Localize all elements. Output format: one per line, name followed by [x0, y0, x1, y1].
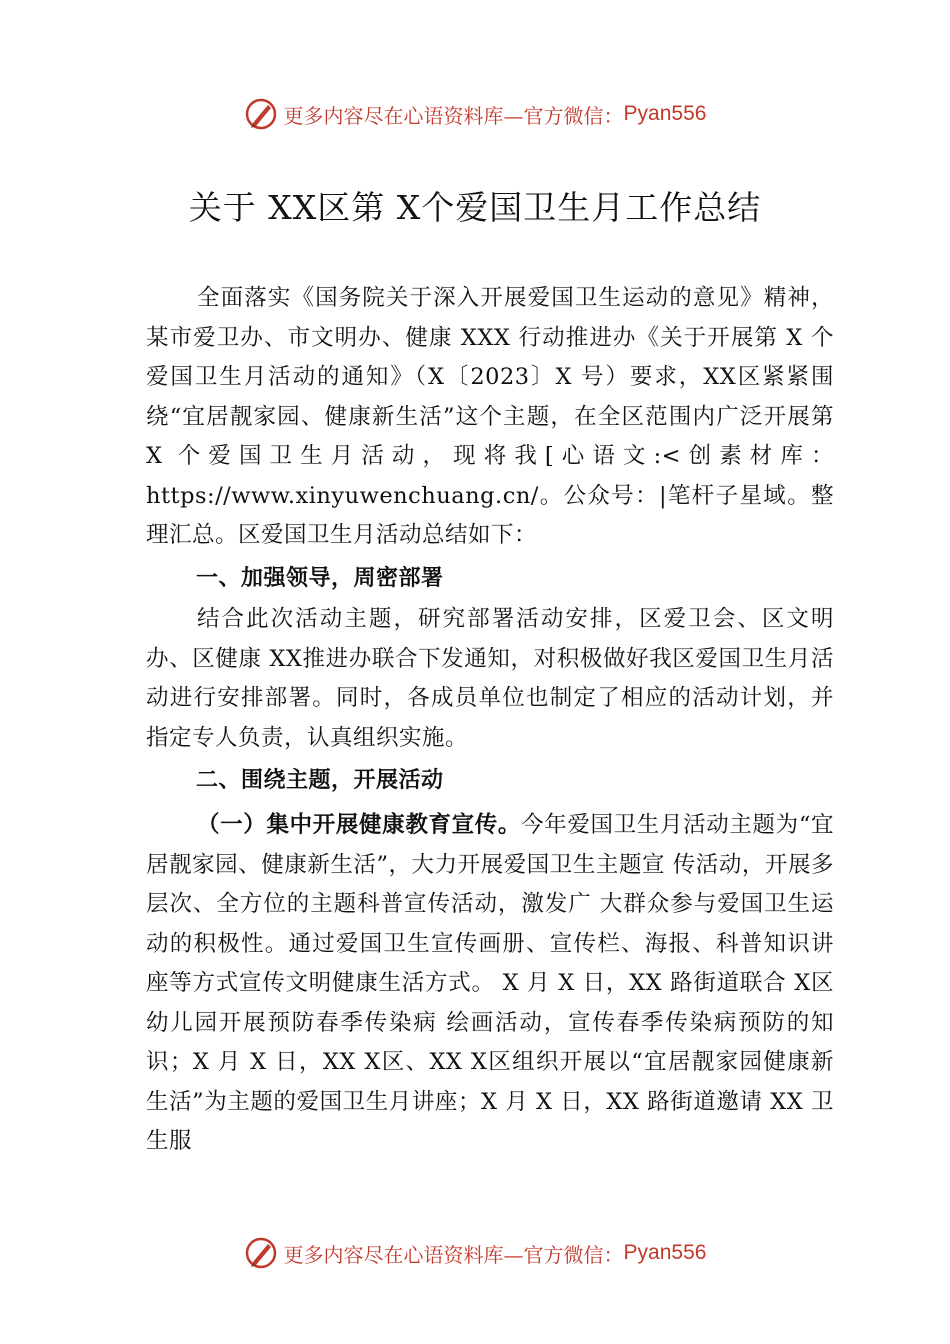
document-title: 关于 XX区第 X个爱国卫生月工作总结 [188, 188, 762, 227]
paragraph-intro: 全面落实《国务院关于深入开展爱国卫生运动的意见》精神，某市爱卫办、市文明办、健康 XXX 行动推进办《关于开展第 X 个爱国卫生月活动的通知》（X〔2023〕X 号）要求，XX区紧紧围绕“宜居靓家园、健康新生活”这个主题，在全区范围内广泛开展第 X 个爱国卫生月活动，现将我[心语文:<创素材库：https://www.xinyuwenchuang.cn/。公众号：|笔杆子星域。整理汇总。区爱国卫生月活动总结如下： [146, 285, 834, 548]
pen-logo-icon [244, 97, 278, 131]
footer-banner [0, 1231, 950, 1275]
header-banner-text: 更多内容尽在心语资料库—官方微信： [283, 103, 624, 128]
section-heading-1: 一、加强领导，周密部署 [196, 566, 444, 591]
paragraph-section-2 [146, 806, 834, 1162]
footer-banner-handle: Pyan556 [623, 1241, 707, 1264]
paragraph-section-2-lead: （一）集中开展健康教育宣传。 [197, 812, 522, 838]
footer-banner-text: 更多内容尽在心语资料库—官方微信： [283, 1242, 624, 1267]
header-banner-handle: Pyan556 [623, 102, 707, 125]
paragraph-section-1: 结合此次活动主题，研究部署活动安排，区爱卫会、区文明办、区健康 XX推进办联合下发通知，对积极做好我区爱国卫生月活动进行安排部署。同时，各成员单位也制定了相应的活动计划，并指定专人负责，认真组织实施。 [146, 606, 834, 751]
header-banner [0, 92, 950, 136]
paragraph-section-2-body: 今年爱国卫生月活动主题为“宜居靓家园、健康新生活”，大力开展爱国卫生主题宣 传活动，开展多层次、全方位的主题科普宣传活动，激发广 大群众参与爱国卫生运动的积极性。通过爱国卫生宣传画册、宣传栏、海报、科普知识讲座等方式宣传文明健康生活方式。 X 月 X 日，XX 路街道联合 X区幼儿园开展预防春季传染病 绘画活动，宣传春季传染病预防的知识；X 月 X 日，XX X区、XX X区组织开展以“宜居靓家园健康新生活”为主题的爱国卫生月讲座；X 月 X 日，XX 路街道邀请 XX 卫生服 [146, 812, 834, 1154]
pen-logo-icon [244, 1236, 278, 1270]
section-heading-2: 二、围绕主题，开展活动 [196, 768, 444, 793]
